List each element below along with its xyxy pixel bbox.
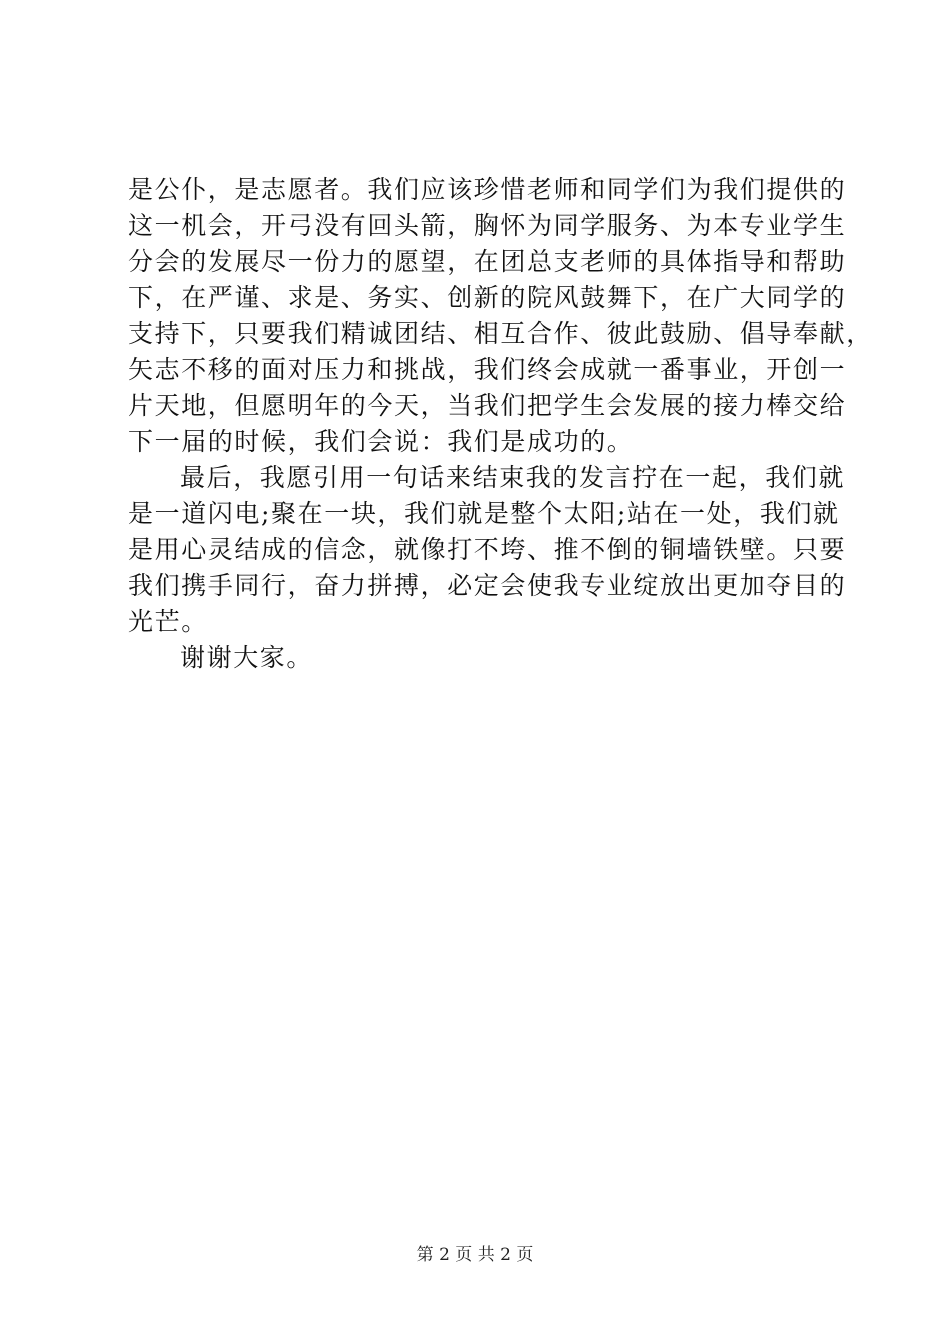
document-body	[128, 172, 873, 676]
text-line: 是公仆，是志愿者。我们应该珍惜老师和同学们为我们提供的	[128, 175, 847, 204]
text-line: 这一机会，开弓没有回头箭，胸怀为同学服务、为本专业学生	[128, 211, 847, 240]
page-number-footer: 第 2 页 共 2 页	[416, 1245, 534, 1265]
text-line: 是用心灵结成的信念，就像打不垮、推不倒的铜墙铁壁。只要	[128, 535, 847, 564]
paragraph-first-line: 最后，我愿引用一句话来结束我的发言拧在一起，我们就	[180, 463, 846, 492]
text-line: 是一道闪电;聚在一块，我们就是整个太阳;站在一处，我们就	[128, 499, 840, 528]
text-line: 光芒。	[128, 607, 208, 636]
text-line: 下，在严谨、求是、务实、创新的院风鼓舞下，在广大同学的	[128, 283, 847, 312]
text-line: 我们携手同行，奋力拼搏，必定会使我专业绽放出更加夺目的	[128, 571, 847, 600]
text-line: 下一届的时候，我们会说：我们是成功的。	[128, 427, 634, 456]
text-line: 分会的发展尽一份力的愿望，在团总支老师的具体指导和帮助	[128, 247, 847, 276]
closing-line: 谢谢大家。	[180, 643, 314, 672]
text-line: 矢志不移的面对压力和挑战，我们终会成就一番事业，开创一	[128, 355, 847, 384]
text-line: 支持下，只要我们精诚团结、相互合作、彼此鼓励、倡导奉献，	[128, 319, 873, 348]
text-line: 片天地，但愿明年的今天，当我们把学生会发展的接力棒交给	[128, 391, 847, 420]
